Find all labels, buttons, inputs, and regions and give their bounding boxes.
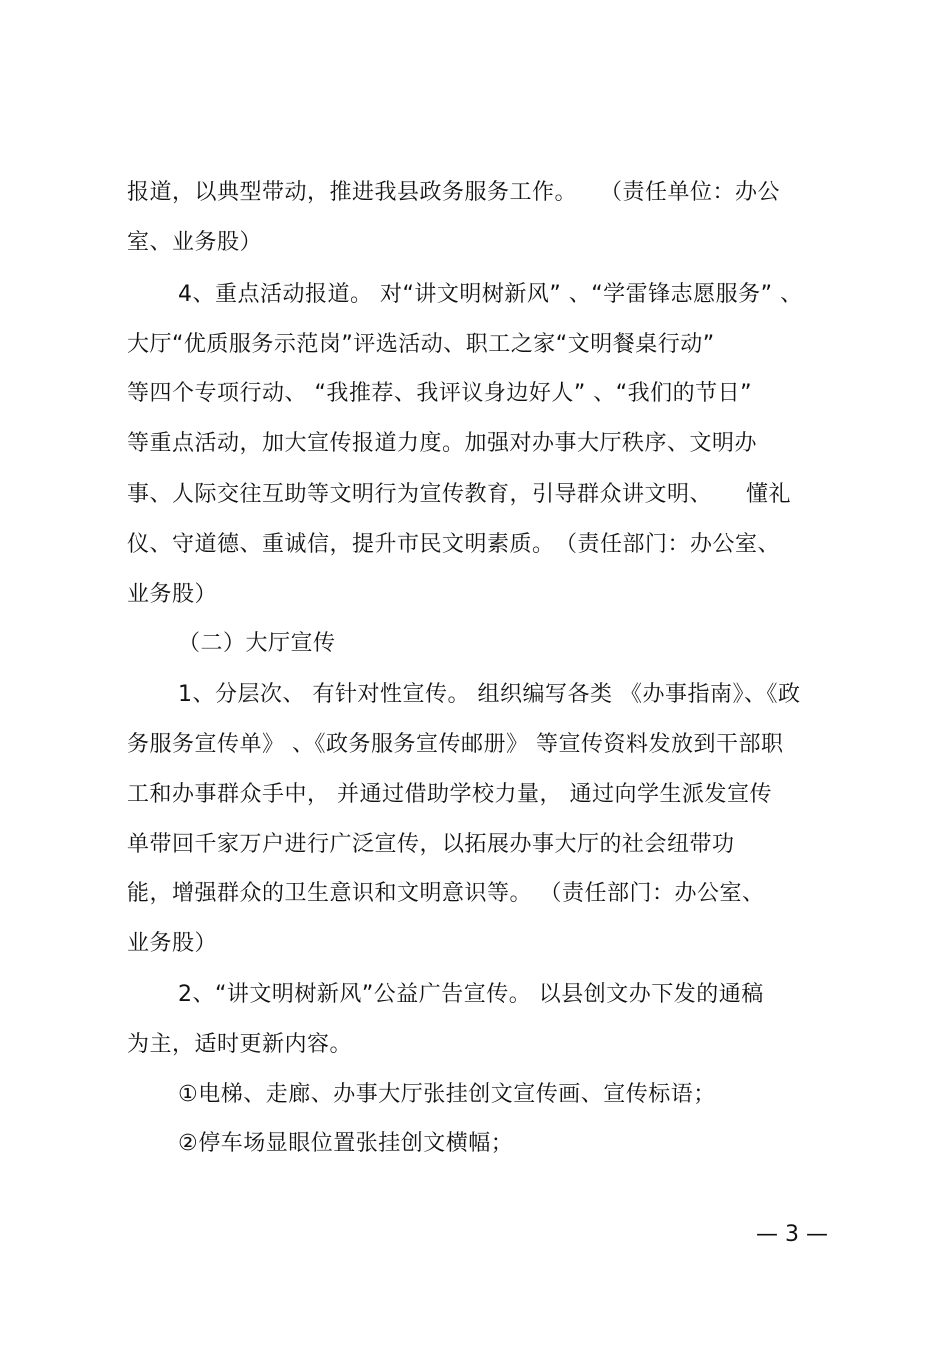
text-line-1: 报道，以典型带动，推进我县政务服务工作。 （责任单位：办公 (127, 180, 781, 205)
text-line-15: 能，增强群众的卫生意识和文明意识等。 （责任部门：办公室、 (127, 881, 765, 906)
text-line-2: 室、业务股） (127, 230, 263, 255)
text-line-16: 业务股） (127, 931, 218, 956)
text-line-17: 2、“讲文明树新风”公益广告宣传。 以县创文办下发的通稿 (178, 982, 764, 1007)
text-line-11: 1、分层次、 有针对性宣传。 组织编写各类 《办事指南》、《政 (178, 682, 801, 707)
text-line-7: 事、人际交往互助等文明行为宣传教育，引导群众讲文明、 懂礼 (127, 482, 792, 507)
text-line-3: 4、重点活动报道。 对“讲文明树新风” 、“学雷锋志愿服务” 、 (178, 282, 803, 307)
text-line-13: 工和办事群众手中， 并通过借助学校力量， 通过向学生派发宣传 (127, 782, 772, 807)
text-line-5: 等四个专项行动、 “我推荐、我评议身边好人” 、“我们的节日” (127, 381, 753, 406)
text-line-12: 务服务宣传单》 、《政务服务宣传邮册》 等宣传资料发放到干部职 (127, 732, 784, 757)
text-line-9: 业务股） (127, 582, 218, 607)
text-line-4: 大厅“优质服务示范岗”评选活动、职工之家“文明餐桌行动” (127, 332, 715, 357)
text-line-18: 为主，适时更新内容。 (127, 1032, 353, 1057)
text-line-14: 单带回千家万户进行广泛宣传，以拓展办事大厅的社会纽带功 (127, 832, 735, 857)
section-heading: （二）大厅宣传 (178, 631, 336, 656)
list-item-1: ①电梯、走廊、办事大厅张挂创文宣传画、宣传标语； (178, 1082, 716, 1107)
page-number: — 3 — (756, 1222, 828, 1247)
text-line-8: 仪、守道德、重诚信，提升市民文明素质。 （责任部门：办公室、 (127, 532, 781, 557)
list-item-2: ②停车场显眼位置张挂创文横幅； (178, 1131, 514, 1156)
text-line-6: 等重点活动，加大宣传报道力度。加强对办事大厅秩序、文明办 (127, 431, 758, 456)
